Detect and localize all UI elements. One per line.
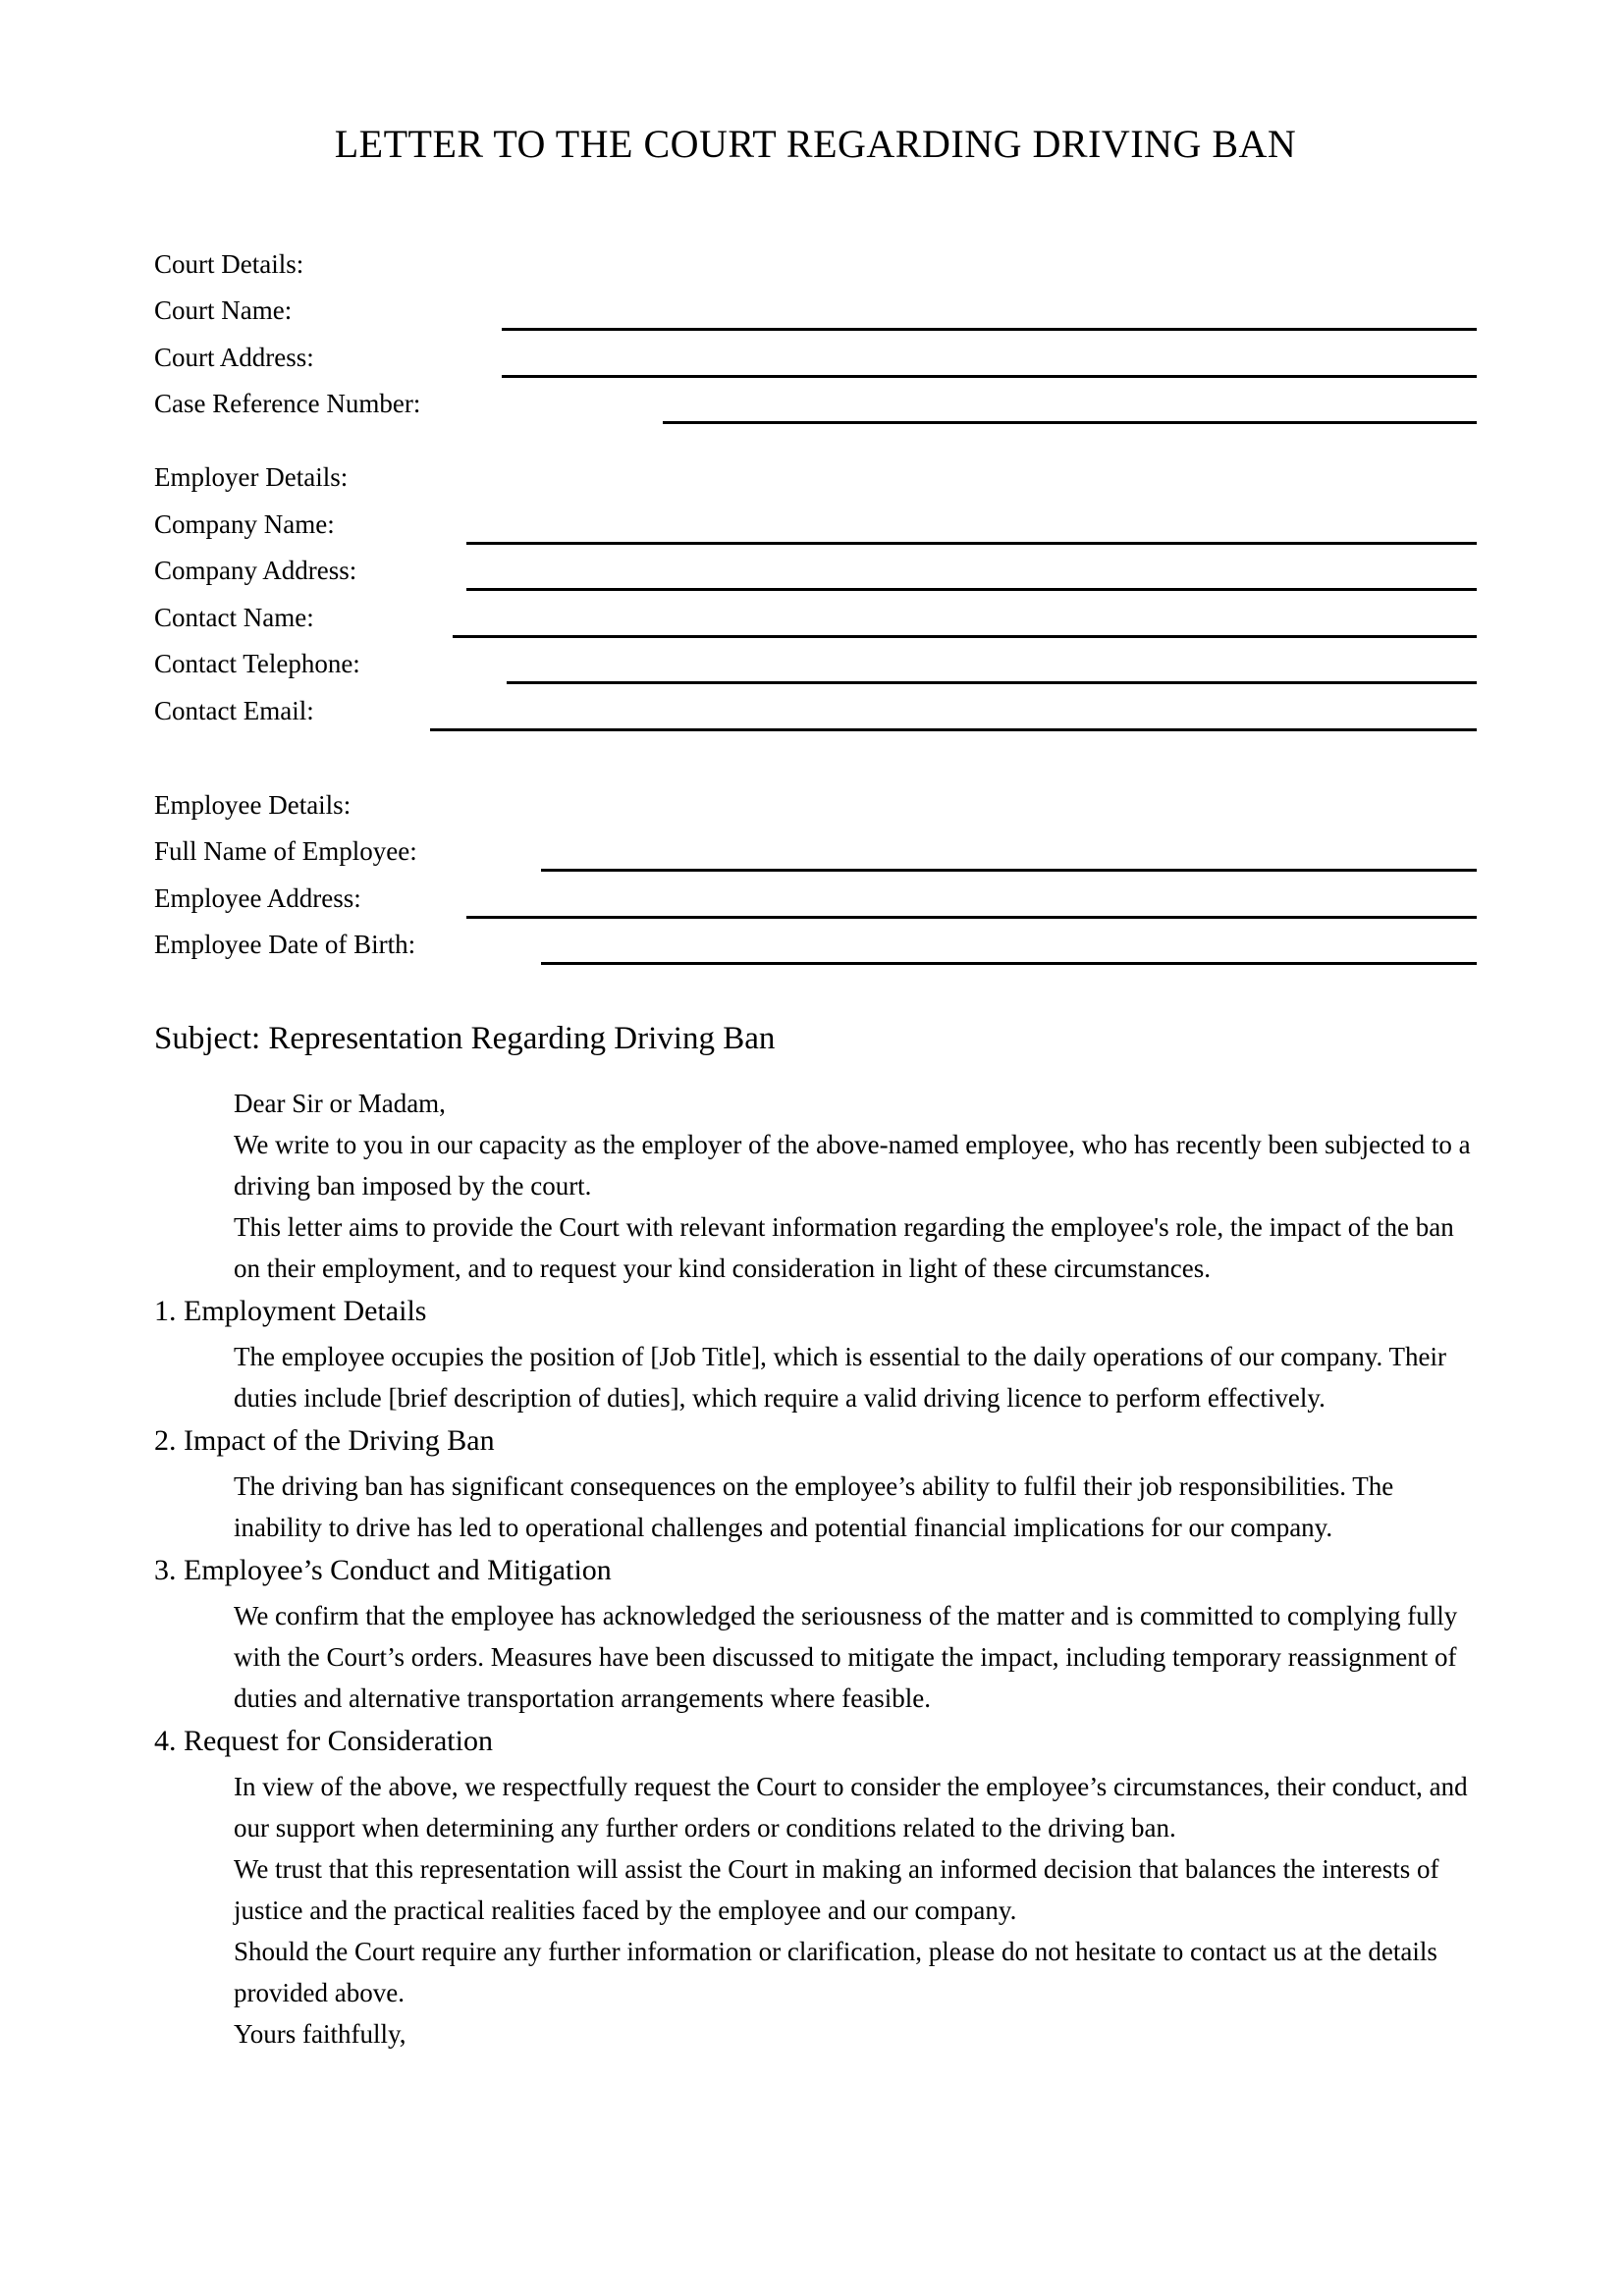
employee-dob-label: Employee Date of Birth: (154, 930, 416, 960)
section-heading-conduct-mitigation: 3. Employee’s Conduct and Mitigation (154, 1554, 612, 1587)
section-heading-request-consideration: 4. Request for Consideration (154, 1725, 493, 1758)
company-name-label: Company Name: (154, 508, 335, 539)
employer-details-heading: Employer Details: (154, 461, 349, 492)
court-details-heading: Court Details: (154, 248, 304, 279)
company-name-row (154, 498, 1477, 545)
court-address-label: Court Address: (154, 342, 314, 372)
contact-name-label: Contact Name: (154, 602, 314, 632)
employee-full-name-label: Full Name of Employee: (154, 836, 417, 867)
subject-heading: Subject: Representation Regarding Driving Ban (154, 1021, 776, 1057)
contact-email-row (154, 684, 1477, 731)
company-address-row (154, 545, 1477, 592)
section-heading-employment-details: 1. Employment Details (154, 1295, 427, 1328)
employer-details-section (154, 451, 1477, 731)
employee-details-heading-row (154, 778, 1477, 826)
court-address-row (154, 331, 1477, 378)
paragraph-conduct-mitigation: We confirm that the employee has acknowledged the seriousness of the matter and is committed to complying fully with the Court’s orders. Measures have been discussed to mitigate the impact, including temporary reassignment of duties and alternative transportation arrangements where feasible. (234, 1601, 1458, 1714)
paragraph-impact: The driving ban has significant consequences on the employee’s ability to fulfil their job responsibilities. The inability to drive has led to operational challenges and potential financial implications for our company. (234, 1471, 1394, 1543)
case-reference-number-row (154, 378, 1477, 425)
paragraph-request-consideration: In view of the above, we respectfully request the Court to consider the employee’s circumstances, their conduct, and our support when determining any further orders or conditions related to the driving ban. (234, 1772, 1468, 1843)
employer-details-heading-row (154, 451, 1477, 498)
paragraph-trust: We trust that this representation will assist the Court in making an informed decision that balances the interests of justice and the practical realities faced by the employee and our company. (234, 1854, 1439, 1926)
paragraph-further-information: Should the Court require any further information or clarification, please do not hesitate to contact us at the details provided above. (234, 1937, 1437, 2008)
company-address-label: Company Address: (154, 556, 357, 586)
employee-address-row (154, 872, 1477, 919)
paragraph-intro-2: This letter aims to provide the Court with relevant information regarding the employee's role, the impact of the ban on their employment, and to request your kind consideration in light of these circumstances. (234, 1212, 1454, 1284)
salutation: Dear Sir or Madam, (234, 1089, 446, 1119)
employee-full-name-row (154, 826, 1477, 873)
contact-telephone-row (154, 638, 1477, 685)
paragraph-employment-details: The employee occupies the position of [Job Title], which is essential to the daily operations of our company. Their duties include [brief description of duties], which require a valid driving licence to perform effectively. (234, 1342, 1446, 1414)
closing-valediction: Yours faithfully, (234, 2019, 406, 2050)
court-name-row (154, 285, 1477, 332)
letter-body (154, 1083, 1477, 2055)
paragraph-intro-1: We write to you in our capacity as the employer of the above-named employee, who has recently been subjected to a driving ban imposed by the court. (234, 1130, 1471, 1201)
contact-telephone-label: Contact Telephone: (154, 649, 360, 679)
court-details-section (154, 238, 1477, 424)
case-reference-number-blank-line (663, 421, 1477, 424)
employee-details-heading: Employee Details: (154, 789, 352, 820)
employee-details-section (154, 778, 1477, 965)
contact-email-blank-line (430, 728, 1477, 731)
employee-dob-row (154, 919, 1477, 966)
court-name-label: Court Name: (154, 295, 293, 326)
employee-dob-blank-line (541, 962, 1477, 965)
case-reference-number-label: Case Reference Number: (154, 389, 421, 419)
employee-address-label: Employee Address: (154, 882, 361, 913)
court-details-heading-row (154, 238, 1477, 285)
document-title: LETTER TO THE COURT REGARDING DRIVING BAN (334, 122, 1297, 166)
contact-email-label: Contact Email: (154, 695, 314, 725)
section-heading-impact: 2. Impact of the Driving Ban (154, 1424, 495, 1458)
contact-name-row (154, 591, 1477, 638)
